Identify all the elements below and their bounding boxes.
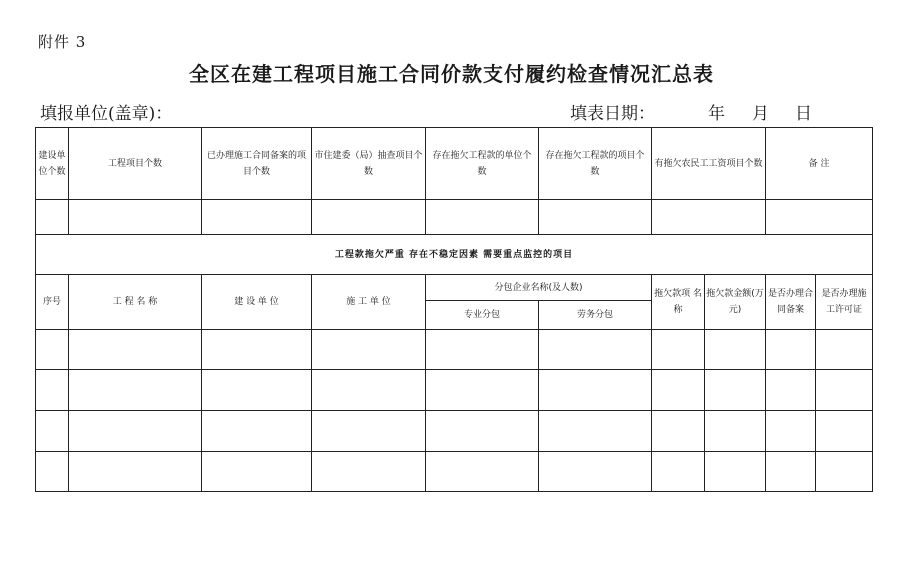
summary-cell[interactable]: [539, 200, 652, 235]
table-cell[interactable]: [69, 330, 202, 370]
summary-cell[interactable]: [766, 200, 873, 235]
table-cell[interactable]: [705, 330, 766, 370]
table-cell[interactable]: [36, 330, 69, 370]
table-cell[interactable]: [766, 330, 816, 370]
summary-entry-row: [36, 200, 873, 235]
table-cell[interactable]: [816, 452, 873, 492]
table-cell[interactable]: [539, 452, 652, 492]
table-cell[interactable]: [652, 330, 705, 370]
header-builder-count: 建设单位个数: [36, 128, 69, 200]
header-project-name: 工 程 名 称: [69, 275, 202, 330]
table-cell[interactable]: [426, 452, 539, 492]
table-cell[interactable]: [426, 330, 539, 370]
table-cell[interactable]: [766, 452, 816, 492]
table-cell[interactable]: [816, 411, 873, 452]
table-cell[interactable]: [652, 452, 705, 492]
table-cell[interactable]: [652, 411, 705, 452]
summary-cell[interactable]: [312, 200, 426, 235]
header-contractor: 施 工 单 位: [312, 275, 426, 330]
table-row: [36, 452, 873, 492]
summary-cell[interactable]: [202, 200, 312, 235]
summary-cell[interactable]: [426, 200, 539, 235]
table-cell[interactable]: [705, 452, 766, 492]
date-year-label: 年: [708, 104, 725, 124]
table-cell[interactable]: [202, 411, 312, 452]
header-seq: 序号: [36, 275, 69, 330]
fill-date-label: 填表日期：: [570, 104, 655, 124]
summary-form-table: [35, 127, 873, 492]
header-project-count: 工程项目个数: [69, 128, 202, 200]
table-cell[interactable]: [312, 411, 426, 452]
attachment-label: 附件 3: [38, 33, 87, 51]
table-cell[interactable]: [312, 452, 426, 492]
date-month-label: 月: [752, 104, 769, 124]
header-sub-professional: 专业分包: [426, 301, 539, 330]
header-inspected-count: 市住建委（局）抽查项目个数: [312, 128, 426, 200]
table-cell[interactable]: [202, 330, 312, 370]
table-cell[interactable]: [539, 330, 652, 370]
header-subcontract-group: 分包企业名称(及人数): [426, 275, 652, 301]
summary-cell[interactable]: [652, 200, 766, 235]
header-sub-labor: 劳务分包: [539, 301, 652, 330]
fill-unit-label: 填报单位(盖章)：: [40, 104, 173, 124]
table-cell[interactable]: [539, 411, 652, 452]
table-cell[interactable]: [816, 330, 873, 370]
header-arrears-amount: 拖欠款金额(万元): [705, 275, 766, 330]
table-cell[interactable]: [426, 370, 539, 411]
header-contract-filed: 是否办理合同备案: [766, 275, 816, 330]
table-cell[interactable]: [36, 411, 69, 452]
header-arrears-project-count: 存在拖欠工程款的项目个数: [539, 128, 652, 200]
table-cell[interactable]: [202, 370, 312, 411]
table-cell[interactable]: [705, 411, 766, 452]
table-cell[interactable]: [766, 411, 816, 452]
table-cell[interactable]: [652, 370, 705, 411]
table-cell[interactable]: [69, 452, 202, 492]
header-remarks: 备 注: [766, 128, 873, 200]
table-row: [36, 370, 873, 411]
table-cell[interactable]: [539, 370, 652, 411]
summary-cell[interactable]: [69, 200, 202, 235]
table-row: [36, 411, 873, 452]
page-title: 全区在建工程项目施工合同价款支付履约检查情况汇总表: [189, 62, 714, 86]
table-cell[interactable]: [426, 411, 539, 452]
table-cell[interactable]: [312, 370, 426, 411]
header-permit: 是否办理施工许可证: [816, 275, 873, 330]
table-cell[interactable]: [36, 452, 69, 492]
table-cell[interactable]: [202, 452, 312, 492]
table-row: [36, 330, 873, 370]
summary-cell[interactable]: [36, 200, 69, 235]
header-wage-arrears-count: 有拖欠农民工工资项目个数: [652, 128, 766, 200]
section-title: 工程款拖欠严重 存在不稳定因素 需要重点监控的项目: [36, 235, 873, 275]
table-cell[interactable]: [36, 370, 69, 411]
table-cell[interactable]: [69, 411, 202, 452]
header-contract-filed-count: 已办理施工合同备案的项目个数: [202, 128, 312, 200]
table-cell[interactable]: [312, 330, 426, 370]
header-builder: 建 设 单 位: [202, 275, 312, 330]
table-cell[interactable]: [705, 370, 766, 411]
date-day-label: 日: [795, 104, 812, 124]
table-cell[interactable]: [69, 370, 202, 411]
table-cell[interactable]: [766, 370, 816, 411]
table-cell[interactable]: [816, 370, 873, 411]
header-arrears-unit-count: 存在拖欠工程款的单位个数: [426, 128, 539, 200]
header-arrears-item: 拖欠款项 名 称: [652, 275, 705, 330]
